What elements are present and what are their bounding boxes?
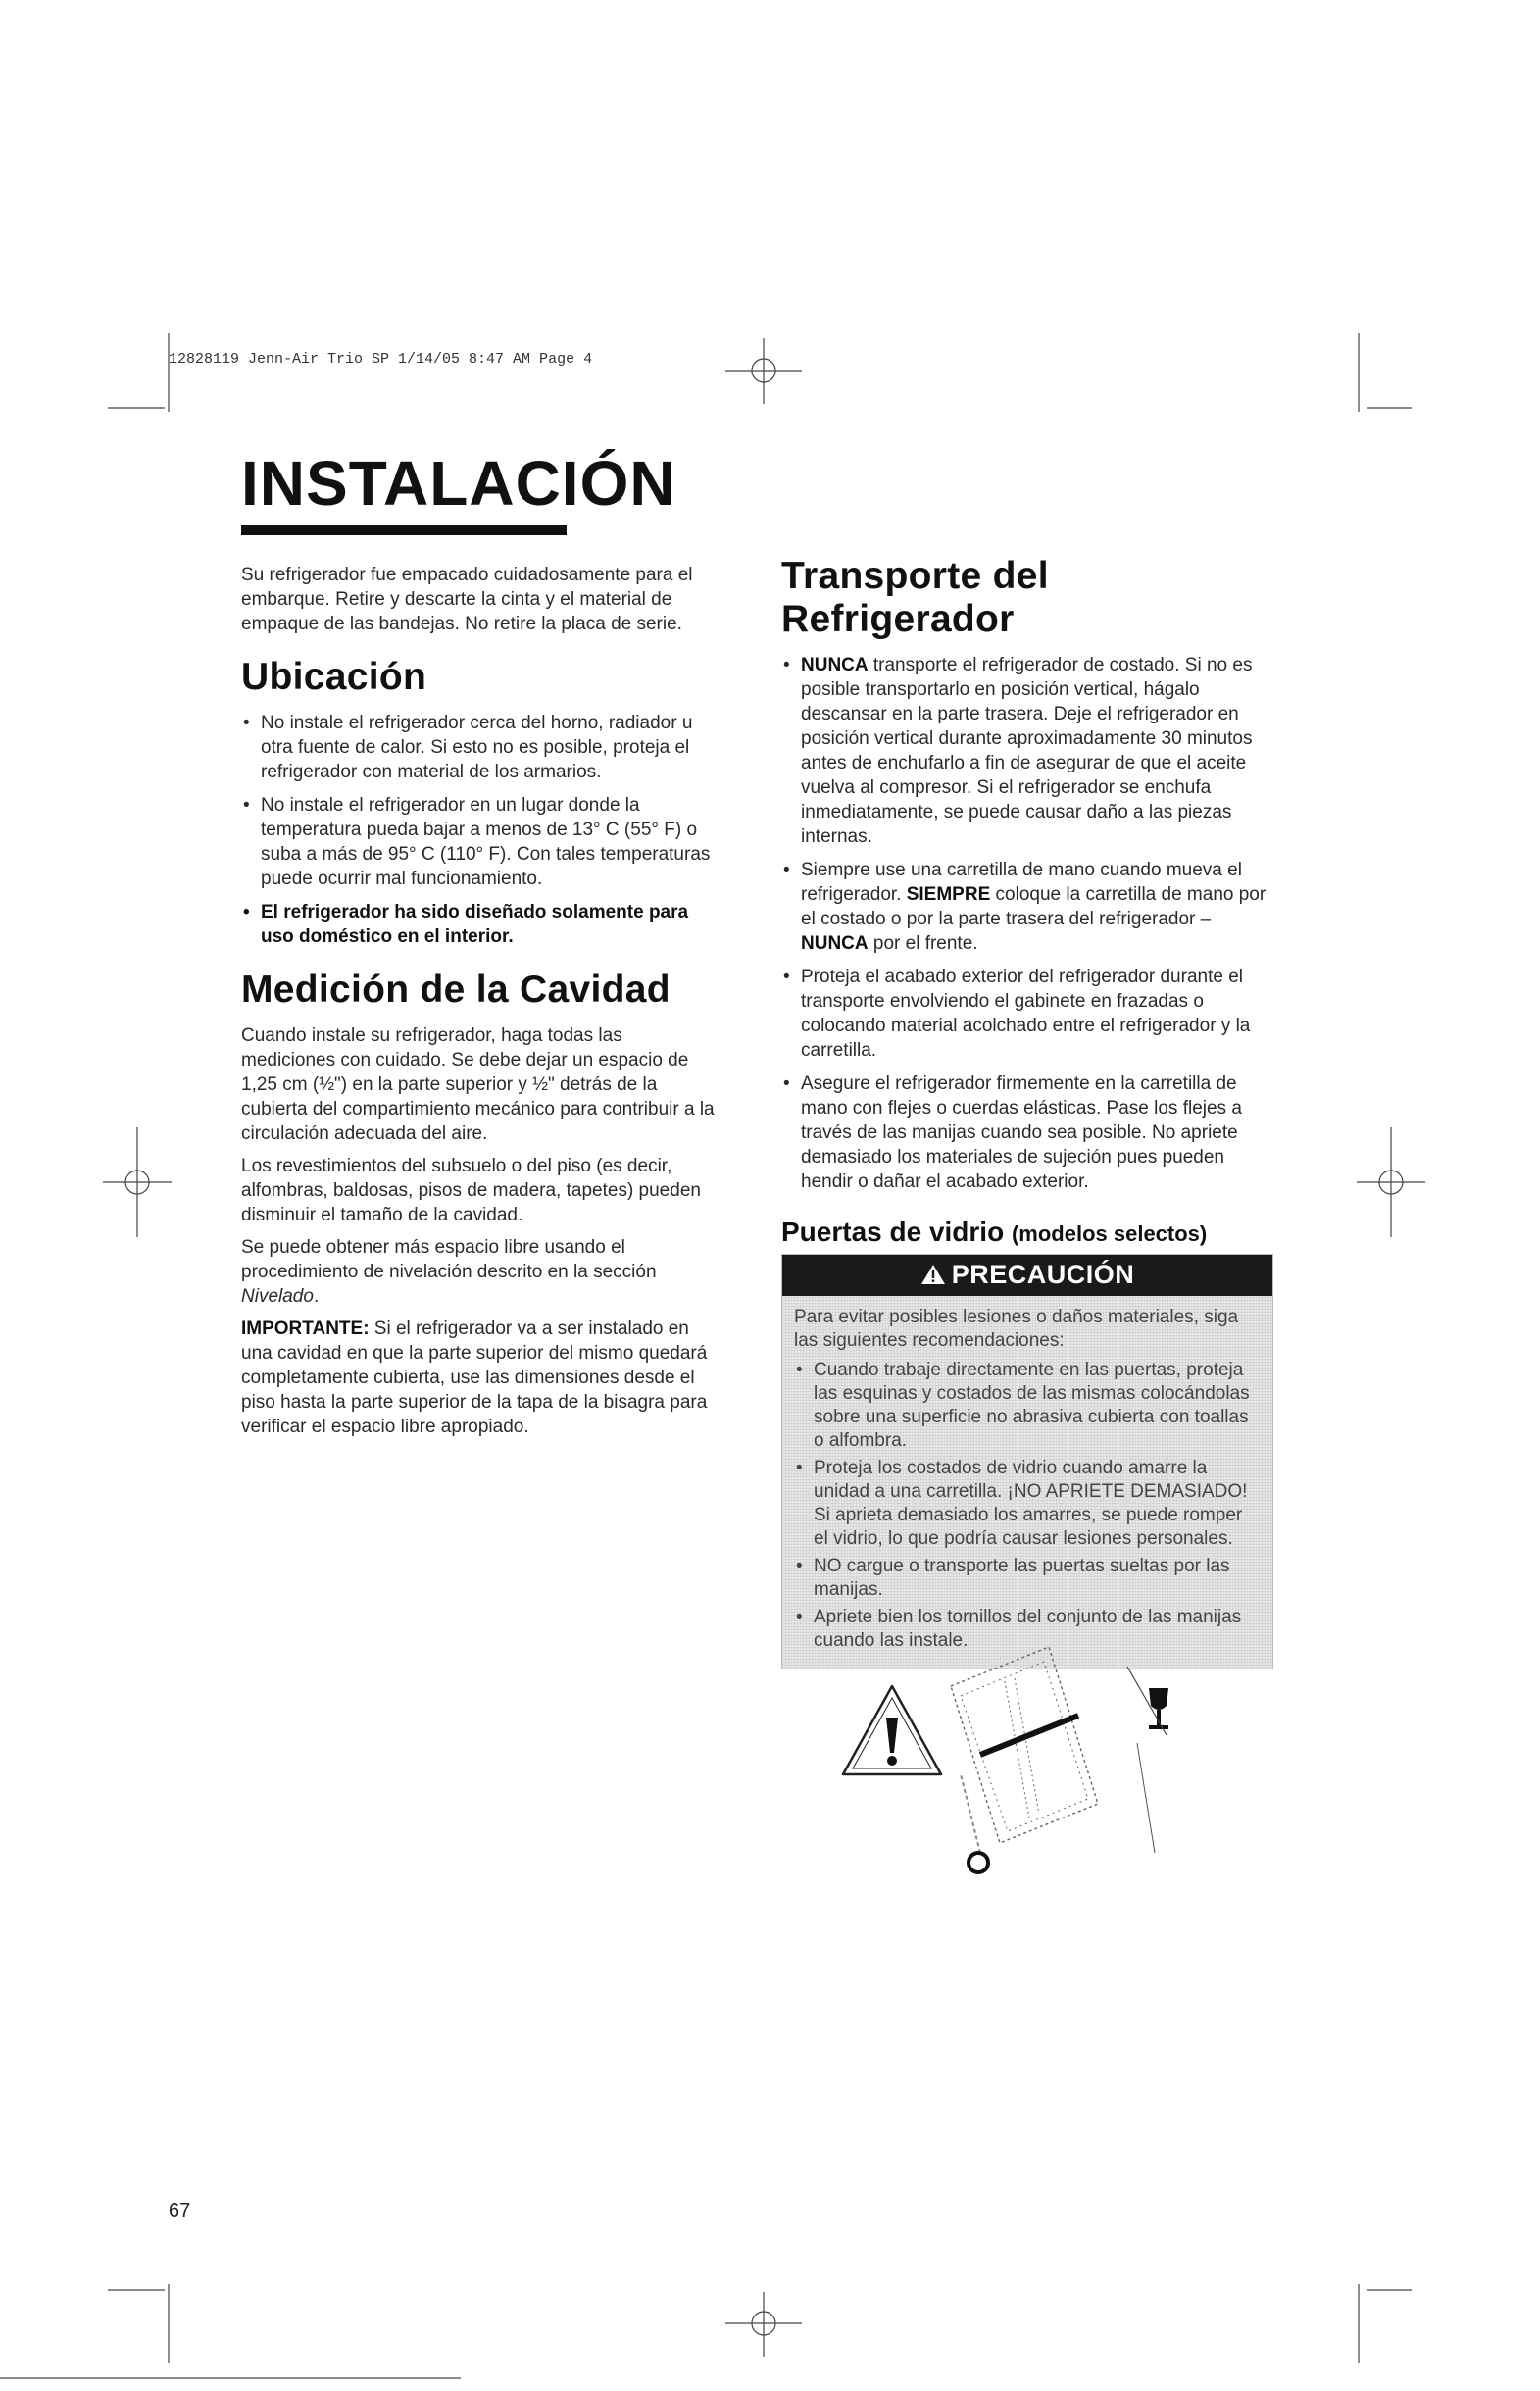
- list-item: [781, 858, 1281, 956]
- warning-triangle-icon: [920, 1264, 946, 1289]
- list-item: • Asegure el refrigerador firmemente en la carretilla de mano con flejes o cuerdas elásticas. Pase los flejes a través de las manijas cuando sea posible. No apriete demasiado los materiales de sujeción pues pueden hendir o dañar el acabado exterior.: [781, 1071, 1281, 1194]
- list-item: • NO cargue o transporte las puertas sueltas por las manijas.: [794, 1555, 1259, 1602]
- caution-label: PRECAUCIÓN: [951, 1260, 1135, 1289]
- page-number: 67: [169, 2200, 191, 2221]
- puertas-heading: [781, 1217, 1281, 1247]
- text-run: .: [313, 1286, 320, 1307]
- list-item: • El refrigerador ha sido diseñado solamente para uso doméstico en el interior.: [241, 900, 721, 949]
- transporte-list: [781, 653, 1281, 1194]
- text-run: por el frente.: [868, 933, 978, 954]
- caution-header: [782, 1255, 1272, 1296]
- list-item: • Cuando trabaje directamente en las puertas, proteja las esquinas y costados de las mismas colocándolas sobre una superficie no abrasiva cubierta con toallas o alfombra.: [794, 1359, 1259, 1453]
- caution-list: [794, 1359, 1259, 1653]
- emphasis: SIEMPRE: [906, 884, 991, 905]
- list-item: • Apriete bien los tornillos del conjunto de las manijas cuando las instale.: [794, 1606, 1259, 1653]
- medicion-paragraph: Cuando instale su refrigerador, haga todas las mediciones con cuidado. Se debe dejar un espacio de 1,25 cm (½") en la parte superior y ½" detrás de la cubierta del compartimiento mecánico para contribuir a la circulación adecuada del aire.: [241, 1025, 715, 1144]
- emphasis: NUNCA: [801, 655, 869, 675]
- importante-label: IMPORTANTE:: [241, 1319, 370, 1339]
- importante-paragraph: [241, 1317, 721, 1439]
- title-rule: [241, 525, 567, 535]
- text-run: coloque la carretilla de mano por el costado o por la parte trasera del refrigerador –: [801, 884, 1267, 929]
- emphasis: NUNCA: [801, 933, 869, 954]
- text-run: transporte el refrigerador de costado. Si no es posible transportarlo en posición vertical, hágalo descansar en la parte trasera. Deje el refrigerador en posición vertical durante aproximadamente 30 minutos antes de enchufarlo a fin de asegurar de que el aceite vuelva al compresor. Si el refrigerador se enchufa inmediatamente, se puede causar daño a las piezas internas.: [801, 655, 1253, 847]
- intro-paragraph: Su refrigerador fue empacado cuidadosamente para el embarque. Retire y descarte la cinta y el material de empaque de las bandejas. No retire la placa de serie.: [241, 565, 693, 634]
- right-column: [781, 555, 1281, 1669]
- list-item: • No instale el refrigerador cerca del horno, radiador u otra fuente de calor. Si esto no es posible, proteja el refrigerador con material de los armarios.: [241, 711, 721, 784]
- print-slug: 12828119 Jenn-Air Trio SP 1/14/05 8:47 AM Page 4: [169, 351, 593, 368]
- glass-door-icon: [951, 1647, 1098, 1853]
- wheel-icon: [969, 1853, 988, 1872]
- medicion-heading: Medición de la Cavidad: [241, 969, 671, 1011]
- ubicacion-list: [241, 711, 721, 949]
- text-run: Se puede obtener más espacio libre usando el procedimiento de nivelación descrito en la sección: [241, 1237, 657, 1282]
- puertas-heading-note: (modelos selectos): [1011, 1221, 1208, 1246]
- glass-door-illustration: [833, 1627, 1186, 1892]
- left-column: [241, 563, 721, 1447]
- caution-box: [781, 1254, 1273, 1669]
- page-title: INSTALACIÓN: [241, 448, 676, 519]
- list-item: • Proteja los costados de vidrio cuando amarre la unidad a una carretilla. ¡NO APRIETE DEMASIADO! Si aprieta demasiado los amarres, se puede romper el vidrio, lo que podría causar lesiones personales.: [794, 1457, 1259, 1551]
- list-item: [781, 653, 1281, 849]
- medicion-paragraph: [241, 1235, 721, 1309]
- ubicacion-heading: Ubicación: [241, 656, 427, 698]
- caution-intro: Para evitar posibles lesiones o daños materiales, siga las siguientes recomendaciones:: [794, 1307, 1239, 1351]
- list-item: • No instale el refrigerador en un lugar donde la temperatura pueda bajar a menos de 13° C (55° F) o suba a más de 95° C (110° F). Con tales temperaturas puede ocurrir mal funcionamiento.: [241, 793, 721, 891]
- text-run: Siempre use una carretilla de mano cuando mueva el refrigerador.: [801, 860, 1242, 905]
- text-run: Si el refrigerador va a ser instalado en una cavidad en que la parte superior del mismo quedará completamente cubierta, use las dimensiones desde el piso hasta la parte superior de la tapa de la bisagra para verificar el espacio libre apropiado.: [241, 1319, 708, 1437]
- puertas-heading-text: Puertas de vidrio: [781, 1217, 1005, 1247]
- section-reference: Nivelado: [241, 1286, 314, 1307]
- warning-triangle-icon: [843, 1686, 941, 1774]
- fragile-glass-icon: [1127, 1667, 1168, 1853]
- list-item: • Proteja el acabado exterior del refrigerador durante el transporte envolviendo el gabinete en frazadas o colocando material acolchado entre el refrigerador y la carretilla.: [781, 965, 1281, 1063]
- transporte-heading: Transporte del Refrigerador: [781, 555, 1049, 640]
- strap-icon: [980, 1716, 1078, 1755]
- medicion-paragraph: Los revestimientos del subsuelo o del piso (es decir, alfombras, baldosas, pisos de madera, tapetes) pueden disminuir el tamaño de la cavidad.: [241, 1156, 701, 1225]
- caution-body: [782, 1296, 1272, 1669]
